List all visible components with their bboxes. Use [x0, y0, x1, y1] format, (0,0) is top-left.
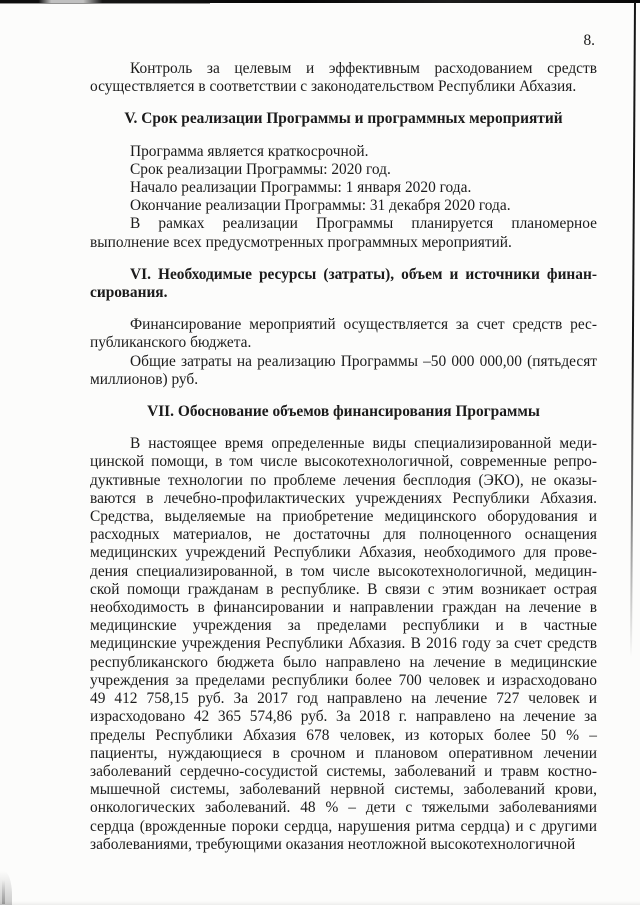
paragraph — [90, 179, 597, 197]
heading-line: VI. Необходимые ресурсы (затраты), объем и источники финан- — [130, 265, 597, 283]
paragraph — [90, 60, 597, 96]
heading-line: V. Срок реализации Программы и программных мероприятий — [124, 110, 563, 128]
text-line: пациенты, нуждающиеся в срочном и плановом оперативном лечении — [90, 744, 597, 762]
text-line: медицинские учреждения Республики Абхазия. В 2016 году за счет средств — [90, 635, 597, 653]
text-line: выполнение всех предусмотренных программных мероприятий. — [90, 233, 512, 251]
paragraph — [90, 435, 597, 854]
text-line: необходимость в финансировании и направлении граждан на лечение в — [90, 599, 597, 617]
paragraph — [90, 353, 597, 389]
text-line: публиканского бюджета. — [90, 334, 252, 352]
text-line: заболеваний сердечно-сосудистой системы, заболеваний и травм костно- — [90, 762, 597, 780]
paragraph — [90, 197, 597, 215]
text-line: ской помощи гражданам в республике. В связи с этим возникает острая — [90, 580, 597, 598]
text-line: миллионов) руб. — [90, 370, 199, 388]
text-line: цинской помощи, в том числе высокотехнологичной, современные репро- — [90, 453, 597, 471]
text-line: 49 412 758,15 руб. За 2017 год направлено на лечение 727 человек и — [90, 690, 597, 708]
text-line: В настоящее время определенные виды специализированной меди- — [130, 435, 597, 453]
heading-line: VII. Обоснование объемов финансирования Программы — [147, 403, 540, 421]
text-line: осуществляется в соответствии с законодательством Республики Абхазия. — [90, 78, 577, 96]
paragraph — [90, 316, 597, 352]
text-line: медицинских учреждений Республики Абхазия, необходимого для прове- — [90, 544, 597, 562]
text-line: Окончание реализации Программы: 31 декабря 2020 года. — [130, 197, 511, 215]
text-line: Программа является краткосрочной. — [130, 142, 369, 160]
text-line: Начало реализации Программы: 1 января 2020 года. — [130, 179, 472, 197]
text-line: мышечной системы, заболеваний нервной системы, заболеваний крови, — [90, 781, 597, 799]
scan-bottom-shadow — [0, 901, 640, 905]
section-heading-vii — [90, 403, 597, 421]
section-heading-vi — [90, 266, 597, 302]
paragraph — [90, 143, 597, 161]
text-line: Общие затраты на реализацию Программы –50 000 000,00 (пятьдесят — [130, 352, 597, 370]
text-line: израсходовано 42 365 574,86 руб. За 2018 г. направлено на лечение за — [90, 708, 597, 726]
document-body — [90, 60, 597, 854]
text-line: расходных материалов, не достаточны для полноценного оснащения — [90, 526, 597, 544]
section-heading-v — [90, 110, 597, 128]
text-line: дения специализированной, в том числе высокотехнологичной, медицин- — [90, 562, 597, 580]
text-line: медицинские учреждения за пределами республики и в частные — [90, 617, 597, 635]
text-line: республиканского бюджета было направлено на лечение в медицинские — [90, 653, 597, 671]
text-line: В рамках реализации Программы планируется планомерное — [130, 215, 597, 233]
scan-top-edge-line-2 — [0, 3, 210, 4]
scan-right-edge-line — [630, 2, 636, 657]
text-line: ваются в лечебно-профилактических учреждениях Республики Абхазия. — [90, 489, 597, 507]
text-line: Срок реализации Программы: 2020 год. — [130, 160, 391, 178]
text-line: Средства, выделяемые на приобретение медицинского оборудования и — [90, 508, 597, 526]
text-line: учреждения за пределами республики более 700 человек и израсходовано — [90, 671, 597, 689]
paragraph — [90, 161, 597, 179]
text-line: заболеваниями, требующими оказания неотложной высокотехнологичной — [90, 835, 576, 853]
text-line: Финансирование мероприятий осуществляется за счет средств рес- — [130, 316, 597, 334]
text-line: сердца (врожденные пороки сердца, нарушения ритма сердца) и с другими — [90, 817, 597, 835]
page-number: 8. — [583, 32, 595, 49]
text-line: Контроль за целевым и эффективным расходованием средств — [130, 60, 597, 77]
paragraph — [90, 215, 597, 251]
text-line: дуктивные технологии по проблеме лечения бесплодия (ЭКО), не оказы- — [90, 471, 597, 489]
heading-line: сирования. — [90, 284, 168, 302]
text-line: онкологических заболеваний. 48 % – дети с тяжелыми заболеваниями — [90, 799, 597, 817]
text-line: пределы Республики Абхазия 678 человек, из которых более 50 % – — [90, 726, 597, 744]
